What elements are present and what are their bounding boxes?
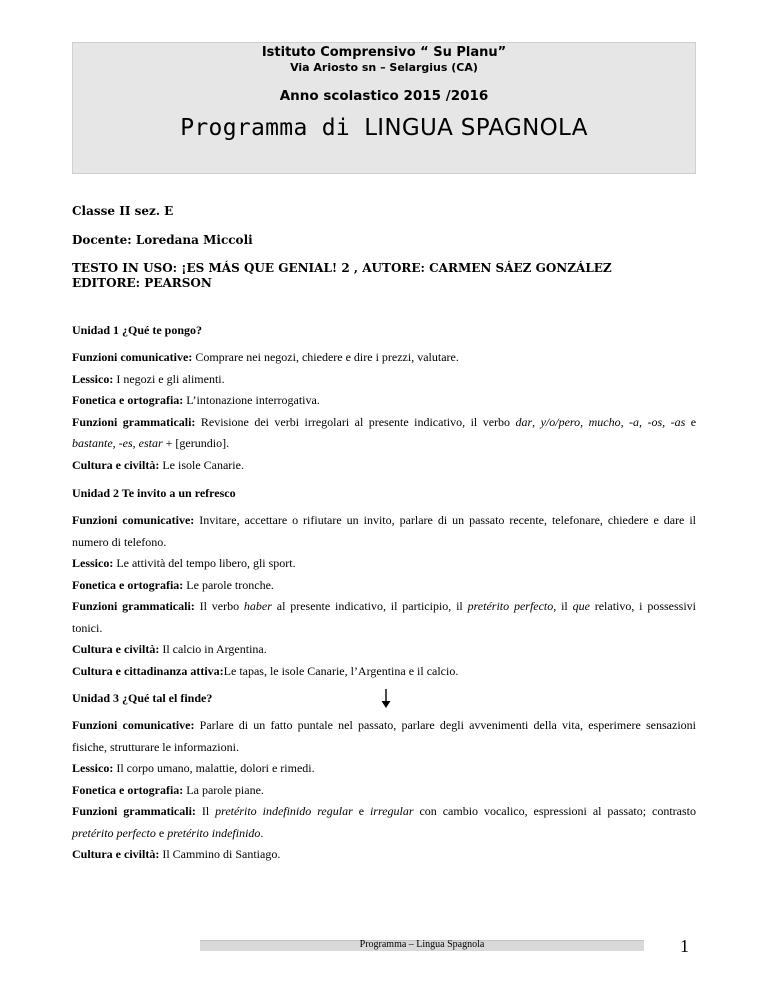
culture-civilization: Cultura e civiltà: Le isole Canarie. <box>72 457 244 472</box>
class-info: Classe II sez. E <box>72 204 174 218</box>
unit-title: Unidad 3 ¿Qué tal el finde? <box>72 691 213 705</box>
grammar-functions: Funzioni grammaticali: Il pretérito indefinido regular e irregular con cambio vocalico, espressioni al passato; contrasto pretérito perfecto e pretérito indefinido. <box>72 804 696 840</box>
down-arrow-icon <box>380 689 392 709</box>
institute-name: Istituto Comprensivo “ Su Planu” <box>261 45 507 60</box>
communicative-functions: Funzioni comunicative: Invitare, accettare o rifiutare un invito, parlare di un passato recente, telefonare, chiedere e dare il numero di telefono. <box>72 513 697 549</box>
institute-address: Via Ariosto sn – Selargius (CA) <box>290 61 478 74</box>
unit-title: Unidad 1 ¿Qué te pongo? <box>72 323 203 337</box>
textbook-line: TESTO IN USO: ¡ES MÁS QUE GENIAL! 2 , AUTORE: CARMEN SÁEZ GONZÁLEZ <box>72 261 612 275</box>
phonetics: Fonetica e ortografia: L’intonazione interrogativa. <box>72 393 320 407</box>
program-subject: LINGUA SPAGNOLA <box>364 115 588 141</box>
unit-1 <box>72 323 696 476</box>
unit-3 <box>72 691 696 866</box>
teacher-info: Docente: Loredana Miccoli <box>72 233 253 247</box>
citizenship-culture: Cultura e cittadinanza attiva:Le tapas, le isole Canarie, l’Argentina e il calcio. <box>72 663 459 678</box>
publisher-line: EDITORE: PEARSON <box>72 276 212 290</box>
textbook-info <box>72 261 696 291</box>
lexicon: Lessico: Il corpo umano, malattie, dolori e rimedi. <box>72 761 315 775</box>
lexicon: Lessico: I negozi e gli alimenti. <box>72 371 225 386</box>
communicative-functions: Funzioni comunicative: Comprare nei negozi, chiedere e dire i prezzi, valutare. <box>72 350 459 364</box>
communicative-functions: Funzioni comunicative: Parlare di un fatto puntale nel passato, parlare degli avvenimenti della vita, esperimere sensazioni fisiche, strutturare le informazioni. <box>72 718 696 754</box>
document-header <box>72 42 696 174</box>
culture-civilization: Cultura e civiltà: Il calcio in Argentina. <box>72 642 267 656</box>
lexicon: Lessico: Le attività del tempo libero, gli sport. <box>72 556 296 570</box>
phonetics: Fonetica e ortografia: Le parole tronche. <box>72 577 274 592</box>
culture-civilization: Cultura e civiltà: Il Cammino di Santiago. <box>72 847 281 861</box>
grammar-functions: Funzioni grammaticali: Il verbo haber al presente indicativo, il participio, il pretérito perfecto, il que relativo, i possessivi tonici. <box>72 599 697 635</box>
unit-title: Unidad 2 Te invito a un refresco <box>72 486 236 500</box>
program-prefix: Programma di <box>180 115 365 141</box>
school-year: Anno scolastico 2015 /2016 <box>279 88 489 104</box>
unit-2 <box>72 486 696 682</box>
grammar-functions: Funzioni grammaticali: Revisione dei verbi irregolari al presente indicativo, il verbo dar, y/o/pero, mucho, -a, -os, -as e bastante, -es, estar + [gerundio]. <box>72 414 697 450</box>
phonetics: Fonetica e ortografia: La parole piane. <box>72 782 264 797</box>
footer-text: Programma – Lingua Spagnola <box>359 939 485 950</box>
page-number: 1 <box>680 936 689 956</box>
program-title <box>73 115 695 141</box>
